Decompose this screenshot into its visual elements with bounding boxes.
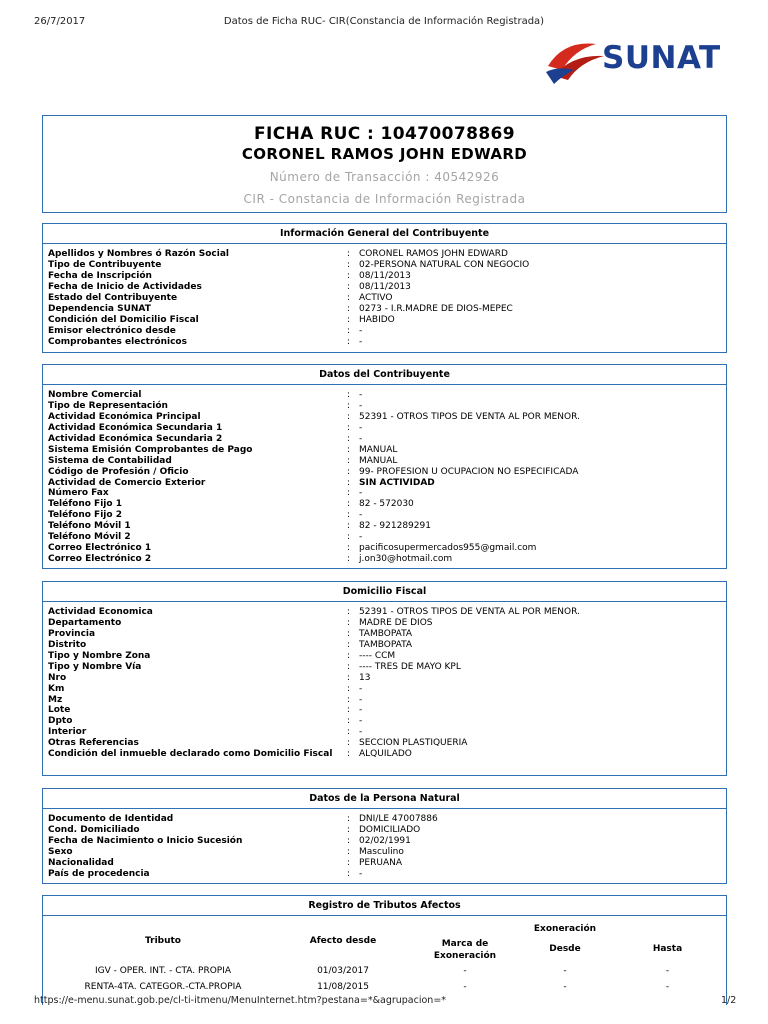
field-separator: : — [347, 716, 351, 727]
field-row — [43, 554, 726, 565]
field-label: Emisor electrónico desde — [48, 325, 176, 336]
section-contribuyente — [42, 364, 727, 569]
field-label: Dependencia SUNAT — [48, 303, 151, 314]
field-separator: : — [347, 727, 351, 738]
cir-subtitle: CIR - Constancia de Información Registrada — [243, 192, 526, 206]
field-separator: : — [347, 303, 351, 314]
field-value: - — [359, 422, 363, 433]
field-row — [43, 260, 726, 271]
field-row — [43, 304, 726, 315]
header-afecto-desde: Afecto desde — [309, 936, 377, 946]
field-value: 02-PERSONA NATURAL CON NEGOCIO — [359, 259, 530, 270]
field-value: - — [359, 390, 363, 400]
field-label: Actividad de Comercio Exterior — [48, 477, 206, 488]
header-desde: Desde — [549, 944, 581, 954]
field-separator: : — [347, 336, 351, 347]
field-value: - — [359, 488, 363, 499]
field-row — [43, 847, 726, 858]
field-separator: : — [347, 824, 351, 835]
section-title: Datos de la Persona Natural — [43, 789, 726, 809]
sunat-logo-text: SUNAT — [602, 40, 721, 76]
field-value: pacificosupermercados955@gmail.com — [359, 543, 537, 554]
field-separator: : — [347, 521, 351, 532]
field-row — [43, 271, 726, 282]
field-value: - — [359, 532, 363, 543]
field-separator: : — [347, 617, 351, 628]
field-value: MADRE DE DIOS — [359, 617, 433, 628]
field-label: Tipo y Nombre Vía — [48, 661, 142, 672]
field-label: Nro — [48, 672, 67, 683]
field-separator: : — [347, 433, 351, 444]
field-label: Teléfono Móvil 1 — [48, 521, 131, 532]
section-rows — [43, 602, 726, 771]
field-value: - — [359, 705, 363, 716]
field-row — [43, 727, 726, 738]
field-row — [43, 532, 726, 543]
field-value: Masculino — [359, 846, 404, 857]
field-label: Tipo de Contribuyente — [48, 259, 162, 270]
field-value: HABIDO — [359, 314, 395, 325]
field-label: Tipo de Representación — [48, 400, 168, 411]
field-label: Código de Profesión / Oficio — [48, 466, 189, 477]
print-date: 26/7/2017 — [34, 16, 86, 27]
field-row — [43, 390, 726, 401]
field-value: TAMBOPATA — [359, 628, 413, 639]
field-label: Mz — [48, 694, 63, 705]
field-row — [43, 412, 726, 423]
field-value: DNI/LE 47007886 — [359, 814, 438, 824]
field-value: 52391 - OTROS TIPOS DE VENTA AL POR MENOR. — [359, 411, 580, 422]
field-label: País de procedencia — [48, 868, 150, 879]
field-separator: : — [347, 543, 351, 554]
field-row — [43, 749, 726, 771]
field-row — [43, 282, 726, 293]
field-value: - — [359, 400, 363, 411]
section-domicilio — [42, 581, 727, 776]
header-tributo: Tributo — [144, 936, 181, 946]
field-label: Apellidos y Nombres ó Razón Social — [48, 249, 229, 259]
field-row — [43, 326, 726, 337]
field-separator: : — [347, 532, 351, 543]
field-row — [43, 640, 726, 651]
field-row — [43, 434, 726, 445]
field-value: SIN ACTIVIDAD — [359, 477, 435, 488]
field-separator: : — [347, 411, 351, 422]
field-row — [43, 684, 726, 695]
field-label: Tipo y Nombre Zona — [48, 650, 151, 661]
field-value: - — [359, 694, 363, 705]
ficha-ruc-title: FICHA RUC : 10470078869 — [253, 124, 516, 144]
field-row — [43, 315, 726, 326]
field-row — [43, 467, 726, 478]
field-separator: : — [347, 510, 351, 521]
field-value: - — [359, 727, 363, 738]
desde-cell: - — [563, 966, 567, 976]
field-row — [43, 662, 726, 673]
field-label: Actividad Economica — [48, 607, 153, 617]
field-label: Fecha de Inscripción — [48, 270, 152, 281]
field-row — [43, 249, 726, 260]
field-value: CORONEL RAMOS JOHN EDWARD — [359, 249, 508, 259]
field-separator: : — [347, 705, 351, 716]
tributo-cell: IGV - OPER. INT. - CTA. PROPIA — [94, 966, 232, 976]
field-separator: : — [347, 683, 351, 694]
header-hasta: Hasta — [652, 944, 683, 954]
section-rows — [43, 385, 726, 565]
field-value: SECCION PLASTIQUERIA — [359, 738, 468, 749]
field-separator: : — [347, 650, 351, 661]
field-value: - — [359, 683, 363, 694]
field-row — [43, 869, 726, 880]
field-value: - — [359, 510, 363, 521]
afecto-desde-cell: 11/08/2015 — [317, 982, 369, 992]
transaction-number: Número de Transacción : 40542926 — [269, 170, 500, 184]
field-value: 82 - 921289291 — [359, 521, 431, 532]
field-separator: : — [347, 455, 351, 466]
field-separator: : — [347, 661, 351, 672]
field-row — [43, 499, 726, 510]
field-row — [43, 293, 726, 304]
field-value: - — [359, 868, 363, 879]
field-value: 0273 - I.R.MADRE DE DIOS-MEPEC — [359, 303, 513, 314]
taxpayer-name: CORONEL RAMOS JOHN EDWARD — [241, 145, 528, 163]
field-separator: : — [347, 444, 351, 455]
field-row — [43, 814, 726, 825]
field-row — [43, 738, 726, 749]
field-label: Condición del Domicilio Fiscal — [48, 314, 199, 325]
field-row — [43, 695, 726, 706]
field-separator: : — [347, 400, 351, 411]
field-separator: : — [347, 477, 351, 488]
field-value: - — [359, 336, 363, 347]
field-separator: : — [347, 846, 351, 857]
field-separator: : — [347, 499, 351, 510]
field-row — [43, 705, 726, 716]
field-value: ---- CCM — [359, 650, 396, 661]
field-separator: : — [347, 390, 351, 400]
field-label: Estado del Contribuyente — [48, 292, 178, 303]
section-title: Información General del Contribuyente — [43, 224, 726, 244]
field-value: MANUAL — [359, 455, 398, 466]
field-row — [43, 423, 726, 434]
field-separator: : — [347, 639, 351, 650]
field-row — [43, 716, 726, 727]
sunat-logo — [544, 36, 726, 86]
field-separator: : — [347, 628, 351, 639]
field-row — [43, 337, 726, 348]
field-separator: : — [347, 607, 351, 617]
field-label: Teléfono Fijo 2 — [48, 510, 122, 521]
field-label: Provincia — [48, 628, 96, 639]
section-title: Datos del Contribuyente — [43, 365, 726, 385]
field-row — [43, 607, 726, 618]
field-label: Distrito — [48, 639, 87, 650]
field-label: Fecha de Inicio de Actividades — [48, 281, 202, 292]
field-label: Comprobantes electrónicos — [48, 336, 187, 347]
field-value: 82 - 572030 — [359, 499, 414, 510]
footer-url: https://e-menu.sunat.gob.pe/cl-ti-itmenu/MenuInternet.htm?pestana=*&agrupacion=* — [34, 995, 447, 1006]
field-separator: : — [347, 488, 351, 499]
afecto-desde-cell: 01/03/2017 — [317, 966, 369, 976]
field-value: PERUANA — [359, 857, 403, 868]
field-separator: : — [347, 749, 351, 760]
field-separator: : — [347, 422, 351, 433]
field-value: 99- PROFESION U OCUPACION NO ESPECIFICADA — [359, 466, 579, 477]
field-row — [43, 836, 726, 847]
field-separator: : — [347, 738, 351, 749]
field-label: Otras Referencias — [48, 738, 139, 749]
field-separator: : — [347, 868, 351, 879]
field-value: ACTIVO — [359, 292, 393, 303]
field-separator: : — [347, 554, 351, 565]
hasta-cell: - — [665, 982, 670, 992]
field-value: MANUAL — [359, 444, 398, 455]
field-separator: : — [347, 672, 351, 683]
field-label: Km — [48, 683, 65, 694]
print-page-title: Datos de Ficha RUC- CIR(Constancia de Información Registrada) — [223, 16, 545, 27]
field-label: Actividad Económica Secundaria 1 — [48, 422, 223, 433]
field-value: ---- TRES DE MAYO KPL — [359, 661, 461, 672]
field-separator: : — [347, 466, 351, 477]
field-separator: : — [347, 694, 351, 705]
field-row — [43, 521, 726, 532]
field-separator: : — [347, 325, 351, 336]
field-separator: : — [347, 259, 351, 270]
field-separator: : — [347, 314, 351, 325]
section-tributos — [42, 895, 727, 1005]
field-label: Correo Electrónico 2 — [48, 554, 152, 565]
field-label: Teléfono Fijo 1 — [48, 499, 122, 510]
field-label: Actividad Económica Secundaria 2 — [48, 433, 223, 444]
field-label: Número Fax — [48, 488, 109, 499]
title-box — [42, 115, 727, 213]
sunat-logo-mark-icon — [544, 36, 608, 86]
field-separator: : — [347, 814, 351, 824]
field-label: Sistema Emisión Comprobantes de Pago — [48, 444, 253, 455]
section-general — [42, 223, 727, 353]
field-row — [43, 456, 726, 467]
section-title: Domicilio Fiscal — [43, 582, 726, 602]
field-value: - — [359, 433, 363, 444]
field-label: Cond. Domiciliado — [48, 824, 140, 835]
field-value: DOMICILIADO — [359, 824, 421, 835]
field-row — [43, 478, 726, 489]
field-row — [43, 488, 726, 499]
field-row — [43, 673, 726, 684]
field-label: Lote — [48, 705, 71, 716]
field-label: Documento de Identidad — [48, 814, 174, 824]
section-persona — [42, 788, 727, 884]
field-value: ALQUILADO — [359, 749, 412, 760]
field-separator: : — [347, 857, 351, 868]
field-label: Nacionalidad — [48, 857, 114, 868]
field-separator: : — [347, 281, 351, 292]
section-rows — [43, 244, 726, 347]
field-separator: : — [347, 835, 351, 846]
field-row — [43, 858, 726, 869]
field-row — [43, 543, 726, 554]
field-separator: : — [347, 292, 351, 303]
field-label: Fecha de Nacimiento o Inicio Sucesión — [48, 835, 243, 846]
field-row — [43, 510, 726, 521]
field-label: Departamento — [48, 617, 122, 628]
field-value: - — [359, 716, 363, 727]
field-label: Teléfono Móvil 2 — [48, 532, 131, 543]
header-marca-exoneracion: Marca de Exoneración — [433, 939, 497, 961]
desde-cell: - — [563, 982, 567, 992]
field-row — [43, 825, 726, 836]
field-label: Dpto — [48, 716, 73, 727]
field-row — [43, 445, 726, 456]
header-exoneracion: Exoneración — [533, 924, 597, 934]
field-value: 08/11/2013 — [359, 281, 411, 292]
field-value: 08/11/2013 — [359, 270, 411, 281]
page-number: 1/2 — [721, 995, 737, 1006]
marca-cell: - — [463, 966, 467, 976]
field-label: Condición del inmueble declarado como Domicilio Fiscal — [48, 749, 333, 760]
field-separator: : — [347, 270, 351, 281]
field-separator: : — [347, 249, 351, 259]
field-value: 13 — [359, 672, 371, 683]
field-label: Actividad Económica Principal — [48, 411, 201, 422]
field-value: 02/02/1991 — [359, 835, 411, 846]
section-rows — [43, 809, 726, 880]
field-label: Correo Electrónico 1 — [48, 543, 152, 554]
field-label: Interior — [48, 727, 87, 738]
field-value: TAMBOPATA — [359, 639, 413, 650]
field-value: - — [359, 325, 363, 336]
tributo-cell: RENTA-4TA. CATEGOR.-CTA.PROPIA — [84, 982, 242, 992]
section-title: Registro de Tributos Afectos — [43, 896, 726, 916]
field-value: 52391 - OTROS TIPOS DE VENTA AL POR MENOR. — [359, 607, 580, 617]
hasta-cell: - — [665, 966, 670, 976]
field-label: Sistema de Contabilidad — [48, 455, 172, 466]
field-row — [43, 618, 726, 629]
marca-cell: - — [463, 982, 467, 992]
field-label: Sexo — [48, 846, 73, 857]
field-label: Nombre Comercial — [48, 390, 142, 400]
field-row — [43, 651, 726, 662]
field-row — [43, 401, 726, 412]
field-row — [43, 629, 726, 640]
field-value: j.on30@hotmail.com — [359, 554, 453, 565]
